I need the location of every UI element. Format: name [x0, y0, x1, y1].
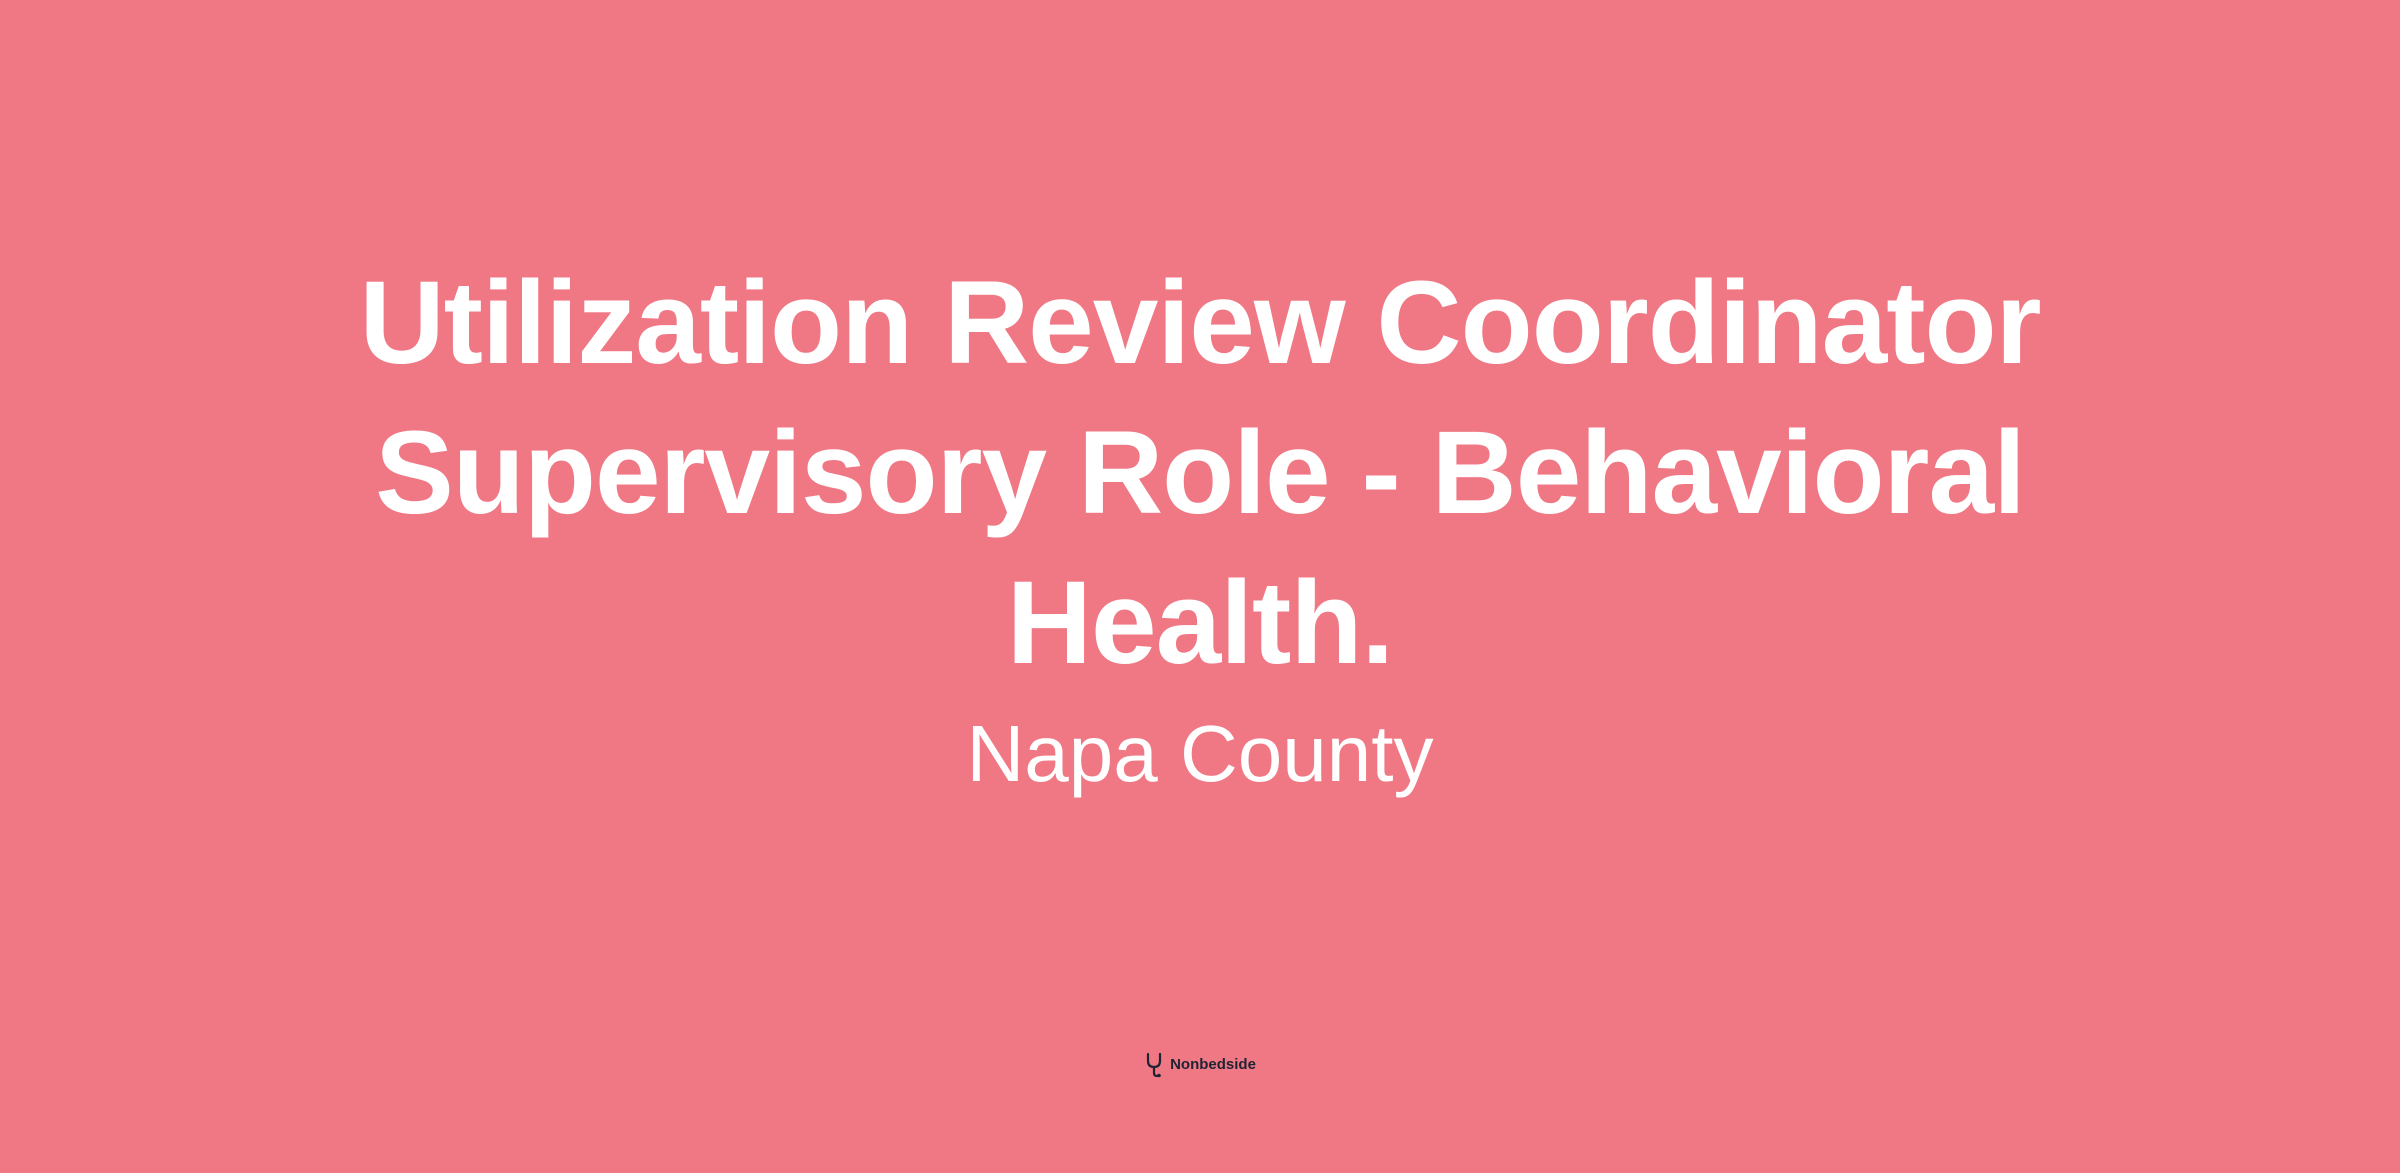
- job-header: [0, 248, 2400, 804]
- brand-name: Nonbedside: [1170, 1056, 1256, 1073]
- stethoscope-icon: [1144, 1052, 1164, 1078]
- job-title: Utilization Review Coordinator Supervisory Role - Behavioral Health.: [359, 257, 2041, 689]
- brand-logo: [0, 1052, 2400, 1078]
- company-name: Napa County: [966, 709, 1434, 798]
